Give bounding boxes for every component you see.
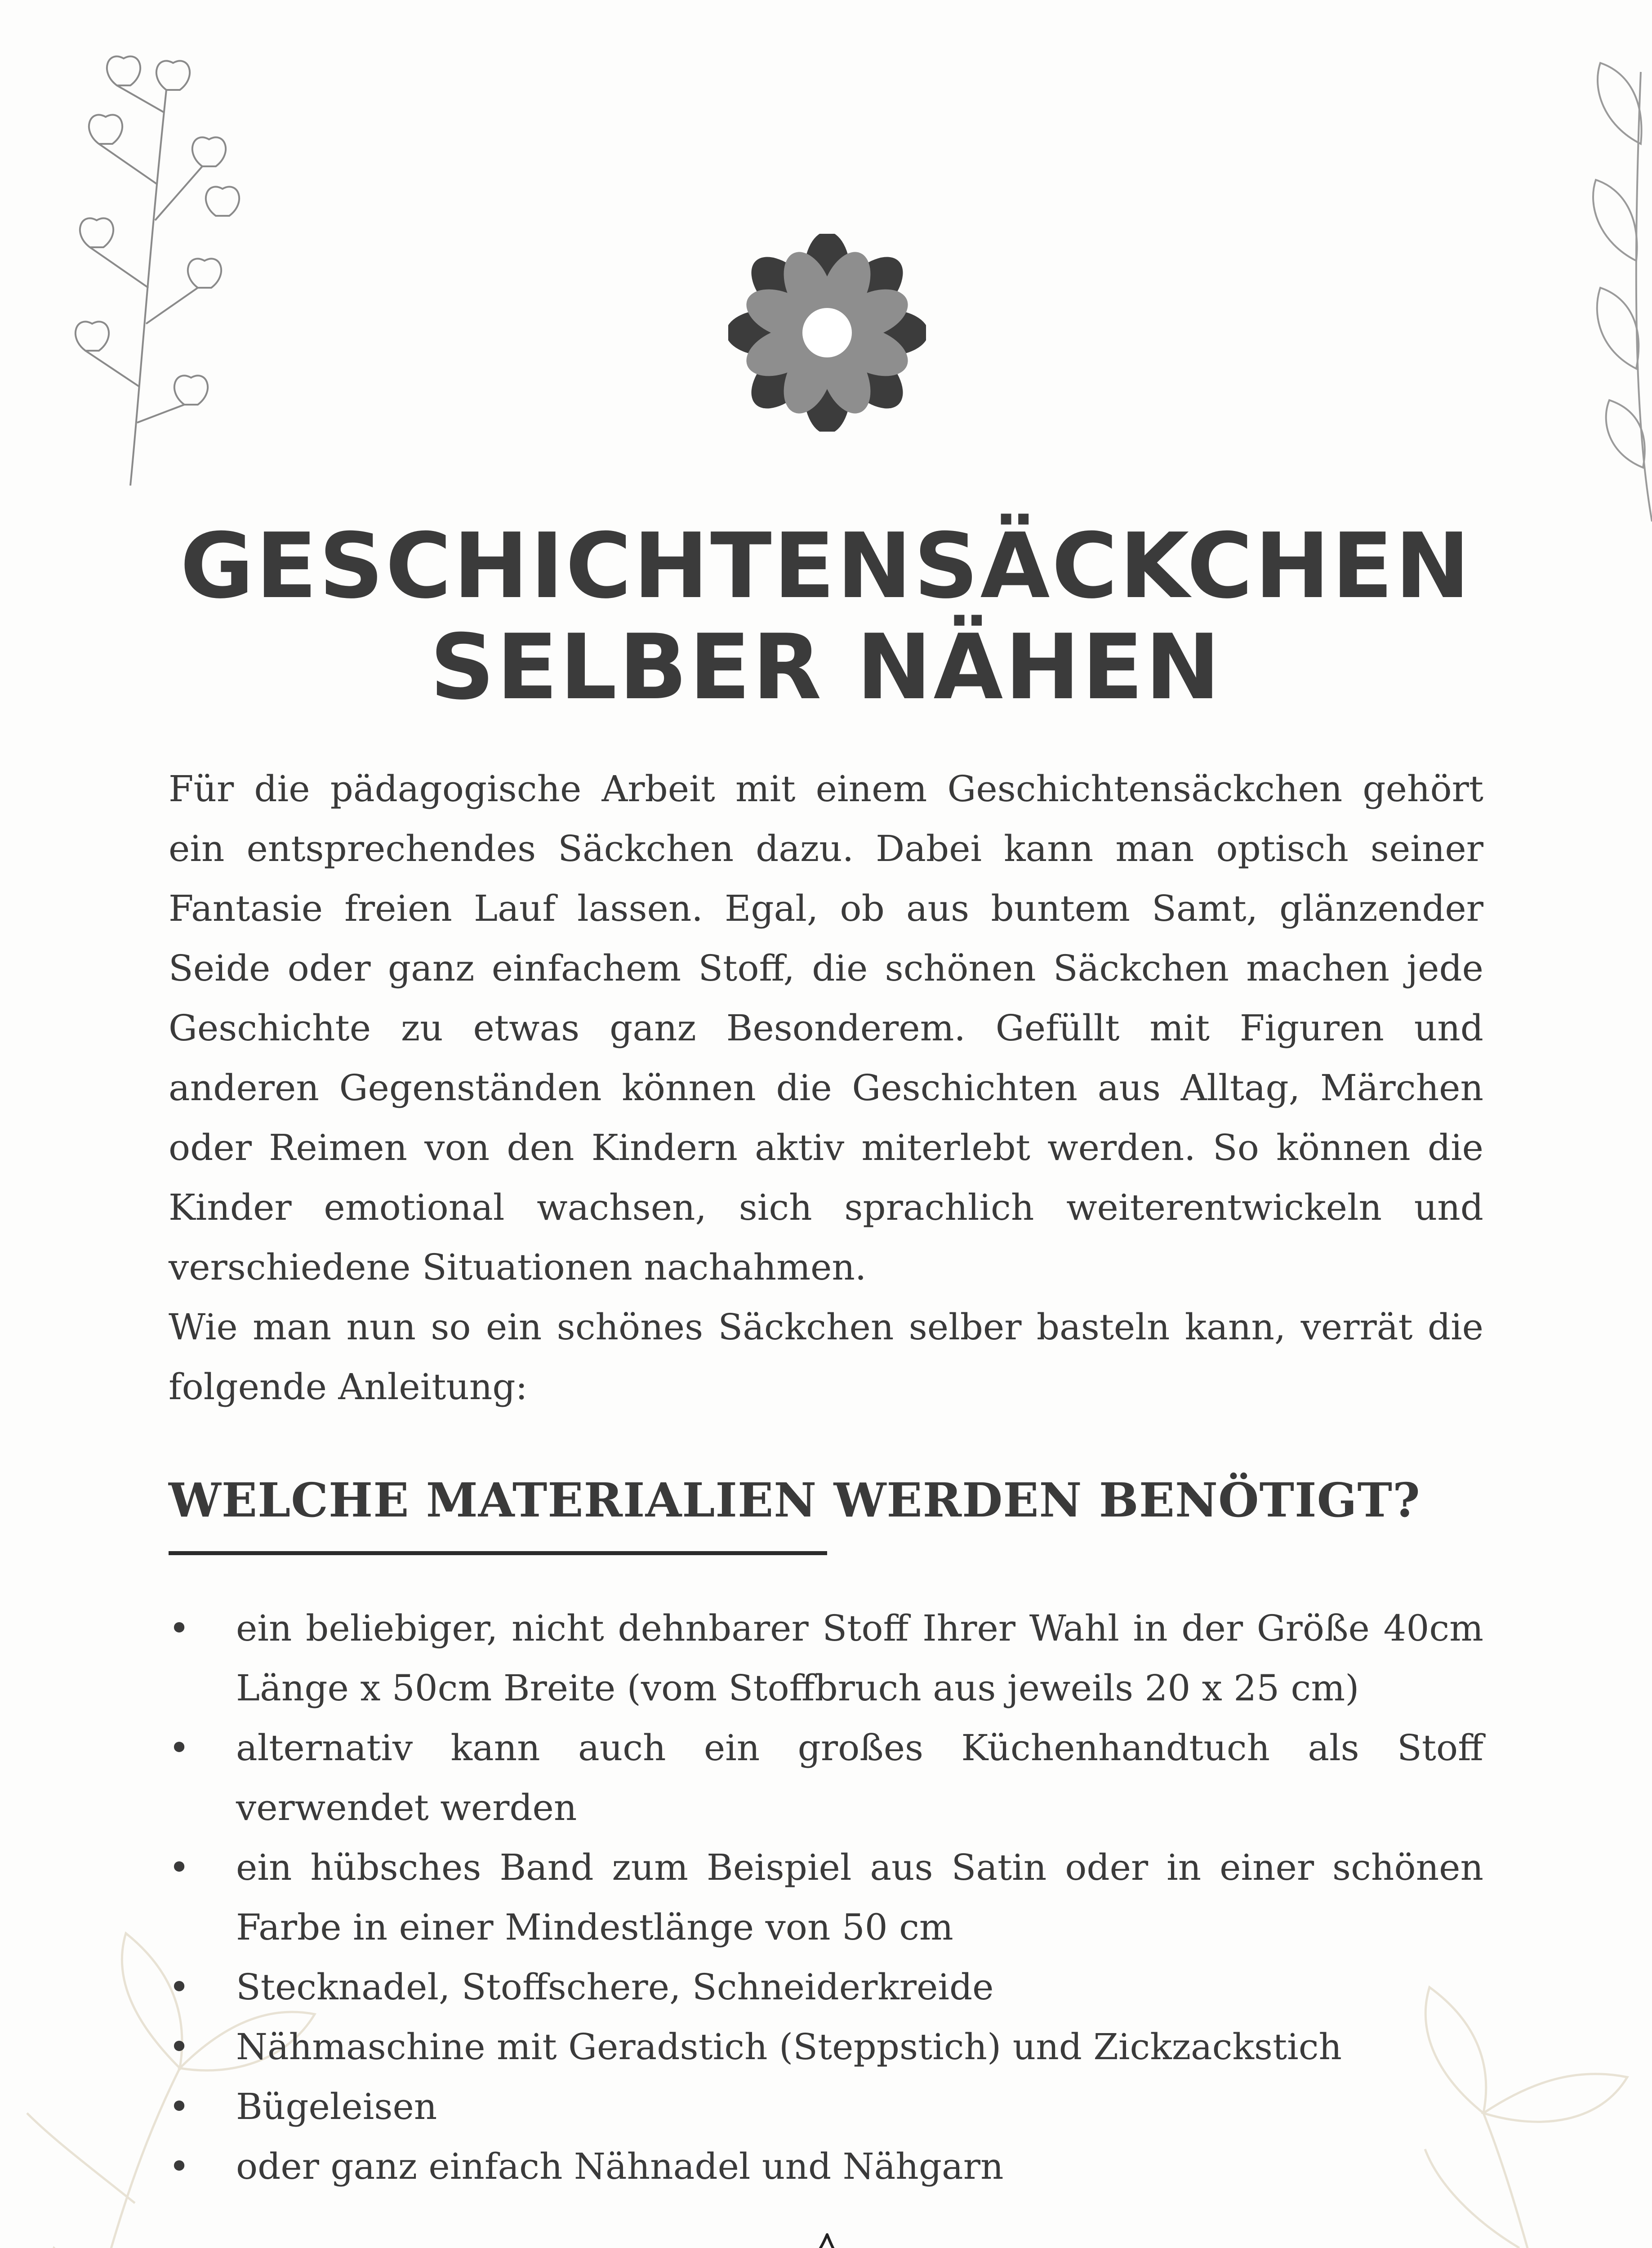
list-item (169, 1718, 1483, 1838)
list-item (169, 1598, 1483, 1718)
list-item (169, 2077, 1483, 2136)
heart-branch-icon (36, 36, 243, 486)
intro-paragraph: Für die pädagogische Arbeit mit einem Geschichtensäckchen gehört ein entsprechendes Säckchen dazu. Dabei kann man optisch seiner Fantasie freien Lauf lassen. Egal, ob aus buntem Samt, glänzender Seide oder ganz einfachem Stoff, die schönen Säckchen machen jede Geschichte zu etwas ganz Besonderem. Gefüllt mit Figuren und anderen Gegenständen können die Geschichten aus Alltag, Märchen oder Reimen von den Kindern aktiv miterlebt werden. So können die Kinder emotional wachsen, sich sprachlich weiterentwickeln und verschiedene Situationen nachahmen. (169, 768, 1483, 1288)
materials-list (169, 1598, 1483, 2196)
page-title-line-2: SELBER NÄHEN (430, 615, 1222, 720)
list-item-text: ein beliebiger, nicht dehnbarer Stoff Ihrer Wahl in der Größe 40cm Länge x 50cm Breite (vom Stoffbruch aus jeweils 20 x 25 cm) (236, 1607, 1483, 1709)
leaf-branch-icon (1564, 27, 1652, 522)
page-title-line-1: GESCHICHTENSÄCKCHEN (180, 514, 1472, 619)
bullet: • (169, 1727, 190, 1769)
list-item (169, 1838, 1483, 1957)
list-item-text: Nähmaschine mit Geradstich (Steppstich) und Zickzackstich (236, 2026, 1342, 2068)
list-item-text: Stecknadel, Stoffschere, Schneiderkreide (236, 1966, 994, 2008)
list-item-text: Bügeleisen (236, 2086, 437, 2128)
bullet: • (169, 2145, 190, 2187)
bullet: • (169, 2086, 190, 2128)
list-item-text: ein hübsches Band zum Beispiel aus Satin oder in einer schönen Farbe in einer Mindestlänge von 50 cm (236, 1847, 1483, 1948)
bullet: • (169, 2026, 190, 2068)
materials-heading: WELCHE MATERIALIEN WERDEN BENÖTIGT? (169, 1472, 1420, 1528)
heading-underline (169, 1551, 827, 1555)
flower-icon (728, 234, 926, 432)
list-item-text: oder ganz einfach Nähnadel und Nähgarn (236, 2145, 1004, 2187)
list-item (169, 1957, 1483, 2017)
bullet: • (169, 1607, 190, 1649)
list-item (169, 2136, 1483, 2196)
bullet: • (169, 1966, 190, 2008)
instruction-paragraph: Wie man nun so ein schönes Säckchen selber basteln kann, verrät die folgende Anleitung: (169, 1306, 1483, 1408)
list-item-text: alternativ kann auch ein großes Küchenhandtuch als Stoff verwendet werden (236, 1727, 1483, 1829)
bullet: • (169, 1847, 190, 1888)
list-item (169, 2017, 1483, 2077)
star-icon (746, 2226, 908, 2248)
